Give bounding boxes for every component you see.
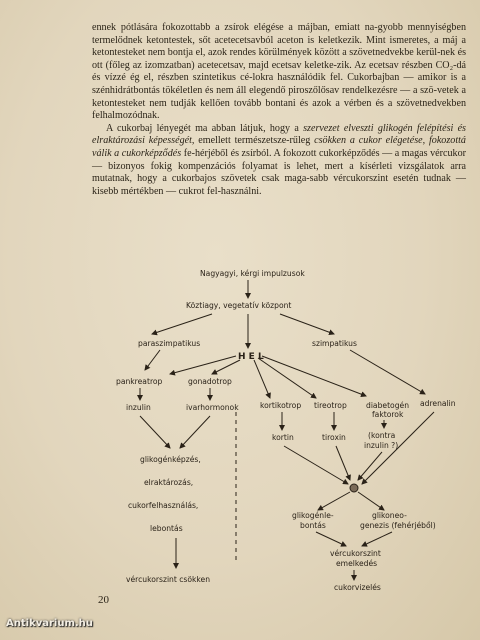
arrow-hel-to-diabetogen [262, 356, 366, 396]
arrow-glikogenle-to-vercukor [316, 532, 346, 546]
arrow-center-to-parasymp [152, 314, 212, 334]
arrow-glikoneo-to-vercukor [362, 532, 392, 546]
paragraph-2-emphasis-1: szervezet elveszti glikogén felépítési és elraktározási képességét, [92, 122, 466, 147]
node-glikoneo-line1: glikoneo- [372, 511, 407, 520]
effect-glikogenkepzes: glikogénképzés, [140, 455, 201, 464]
node-tireotrop: tireotrop [314, 401, 347, 410]
node-gonadotrop: gonadotrop [188, 377, 232, 386]
node-parasympathetic: paraszimpatikus [138, 339, 201, 348]
effect-elraktarozas: elraktározás, [144, 478, 194, 487]
paragraph-2-part-a: A cukorbaj lényegét ma abban látjuk, hogy a [106, 122, 304, 134]
body-text [92, 22, 466, 198]
node-vercukor-line2: emelkedés [336, 559, 378, 568]
arrow-hel-to-kortikotrop [254, 360, 270, 398]
node-vercukor-line1: vércukorszint [330, 549, 381, 558]
node-adrenalin: adrenalin [420, 399, 456, 408]
watermark: Antikvarium.hu [6, 618, 93, 629]
node-glikogenle-line2: bontás [300, 521, 326, 530]
arrow-hel-to-pancreatrop [170, 356, 236, 374]
paragraph-1: ennek pótlására fokozottabb a zsírok elégése a májban, emiatt na-gyobb mennyiségben termelődnek ketontestek, sőt acetecetsavból aceton is keletkezik. Mint ismeretes, a máj a ketontesteket nem bontja el, azok rendes körülmények között a szövetnedvekbe kerül-nek és ott (főleg az izomzatban) acetecetsav, majd ecetsav keletke-zik. Az ecetsav részben CO₂-dá és vízzé ég el, részben szintetikus cé-lokra használódik fel. Cukorbajban — amikor is a szénhidrátbontás tökéletlen és nem áll elegendő piroszőlősav rendelkezésre — a szö-vetek a ketontesteket nem tudják kellően tovább bontani és azok a vérben és a szövetnedvekben felhalmozódnak. [92, 22, 466, 122]
regulation-diagram [0, 262, 480, 602]
node-cortical-impulses: Nagyagyi, kérgi impulzusok [200, 269, 305, 278]
arrow-center-to-symp [280, 314, 334, 334]
node-ivarhormonok: ivarhormonok [186, 403, 239, 412]
paragraph-2-part-e: fe-hérjéből és zsírból. A fokozott cukorképződés — a magas vércukor — bizonyos fokig kompenzációs folyamat is lehet, mert a kísérleti vizsgálatok arra mutatnak, hogy a cukorbajos szövetek csak maga-sabb vércukorszint esetén tudnak — kisebb mértékben — cukrot fel-használni. [92, 147, 466, 197]
node-diabetogen-line1: diabetogén [366, 401, 410, 410]
node-diabetogen-line2: faktorok [372, 410, 404, 419]
node-cukorvizeles: cukorvizelés [334, 583, 381, 592]
arrow-hub-to-glikogenle [318, 492, 350, 510]
arrow-hub-to-glikoneo [358, 492, 384, 510]
arrow-parasymp-to-pancreatrop [145, 350, 160, 370]
arrow-inzulin-to-effects [140, 416, 170, 448]
arrow-symp-to-adrenalin [350, 350, 425, 394]
node-kontra-line1: (kontra [368, 431, 396, 440]
paragraph-2 [92, 123, 466, 199]
node-inzulin: inzulin [126, 403, 151, 412]
paragraph-2-part-c: emellett természetsze-rűleg [194, 135, 315, 147]
node-pancreatrop: pankreatrop [116, 377, 163, 386]
node-vegetative-center: Köztiagy, vegetatív központ [186, 301, 292, 310]
effect-cukorfelhasznalas: cukorfelhasználás, [128, 501, 199, 510]
node-hel: H E L [238, 352, 264, 362]
convergence-hub [350, 484, 358, 492]
node-glikoneo-line2: genezis (fehérjéből) [360, 521, 436, 530]
node-kontra-line2: inzulin ?) [364, 441, 399, 450]
paragraph-2-emphasis-2: csökken a cukor elégetése, fokozottá válik a cukorképződés [92, 135, 466, 159]
arrow-hel-to-gonadotrop [212, 360, 240, 374]
node-glikogenle-line1: glikogénle- [292, 511, 334, 520]
node-kortin: kortin [272, 433, 294, 442]
node-sympathetic: szimpatikus [312, 339, 357, 348]
arrow-ivarhormonok-to-effects [180, 416, 210, 448]
arrow-hel-to-tireotrop [258, 358, 316, 398]
page-number: 20 [98, 594, 109, 606]
node-kortikotrop: kortikotrop [260, 401, 302, 410]
effect-lebontas: lebontás [150, 524, 183, 533]
node-tiroxin: tiroxin [322, 433, 346, 442]
node-vercukorszint-csokken: vércukorszint csökken [126, 575, 211, 584]
arrow-tiroxin-to-hub [336, 446, 350, 480]
